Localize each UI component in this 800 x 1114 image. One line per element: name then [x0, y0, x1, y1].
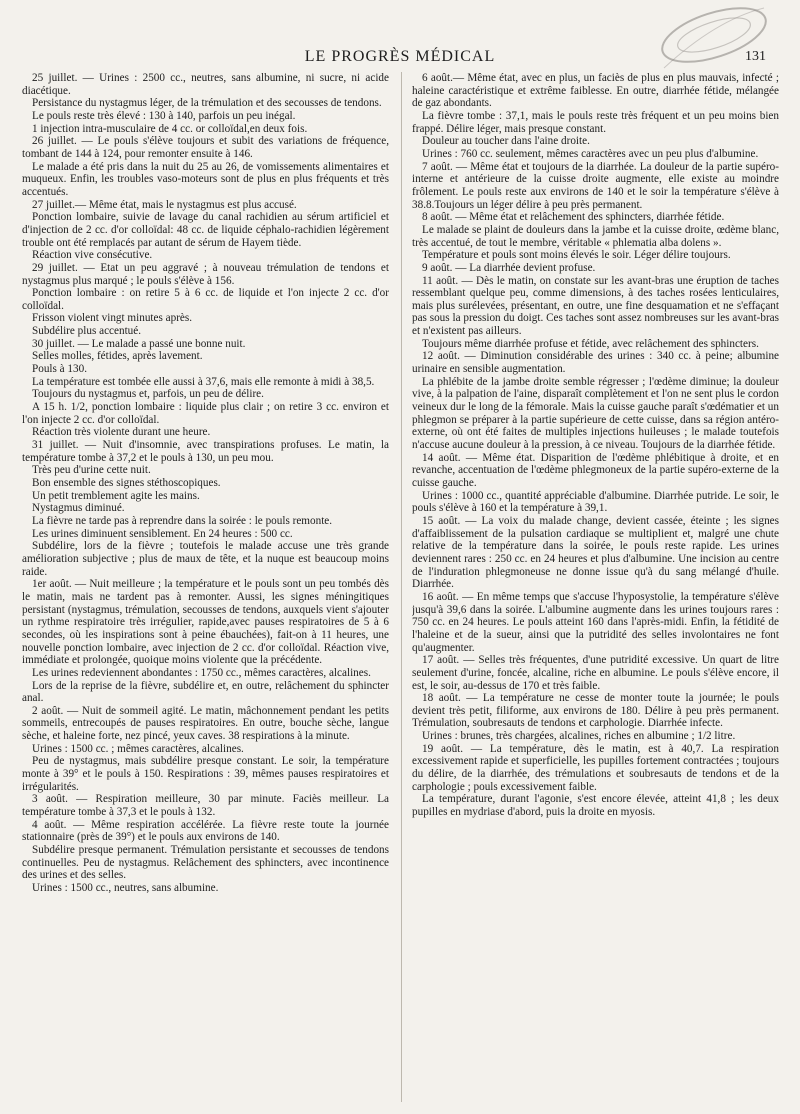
page-number: 131 [745, 49, 766, 64]
library-stamp [636, 0, 776, 80]
paragraph: Le malade a été pris dans la nuit du 25 au 26, de vomissements alimentaires et muqueux. Enfin, les troubles vaso-moteurs sont de plus en plus fréquents et très accentués. [22, 160, 389, 198]
paragraph: 9 août. — La diarrhée devient profuse. [422, 261, 596, 274]
paragraph: 2 août. — Nuit de sommeil agité. Le matin, mâchonnement pendant les petits sommeils, entrecoupés de pauses respiratoires. En outre, bouche sèche, langue sèche, et haleine forte, nez pincé, yeux caves. 38 respirations à la minute. [22, 704, 389, 743]
paragraph: La fièvre tombe : 37,1, mais le pouls reste très fréquent et un peu moins bien frappé. Délire léger, mais presque constant. [412, 109, 779, 135]
paragraph: Frisson violent vingt minutes après. [32, 312, 193, 325]
journal-title: LE PROGRÈS MÉDICAL [304, 48, 496, 65]
paragraph: Ponction lombaire : on retire 5 à 6 cc. de liquide et l'on injecte 2 cc. d'or colloïdal. [22, 287, 389, 312]
paragraph: Selles molles, fétides, après lavement. [32, 350, 203, 363]
paragraph: Urines : brunes, très chargées, alcalines, riches en albumine ; 1/2 litre. [422, 730, 736, 743]
paragraph: 31 juillet. — Nuit d'insomnie, avec transpirations profuses. Le matin, la température tombe à 37,2 et le pouls à 130, un peu mou. [22, 439, 389, 464]
paragraph: La température, durant l'agonie, s'est encore élevée, atteint 41,8 ; les deux pupilles en mydriase d'abord, puis la droite en myosis. [412, 793, 779, 819]
paragraph: 6 août.— Même état, avec en plus, un faciès de plus en plus mauvais, infecté ; haleine caractéristique et extrême faiblesse. En outre, diarrhée fétide, mélangée de gaz abondants. [412, 72, 779, 110]
paragraph: A 15 h. 1/2, ponction lombaire : liquide plus clair ; on retire 3 cc. environ et l'on injecte 2 cc. d'or colloïdal. [22, 401, 389, 426]
paragraph: 1er août. — Nuit meilleure ; la température et le pouls sont un peu tombés dès le matin, mais ne tardent pas à remonter. Aussi, les signes méningitiques persistant (nystagmus, trémulation, secousses de tendons, auxquels vient s'ajouter un rythme respiratoire très irrégulier, rapide,avec pauses respiratoires de 5 à 6 secondes, où les inspirations sont à peine ébauchées), fait-on à 11 heures, une nouvelle ponction lombaire, avec injection de 2 cc. d'or colloïdal. Réaction vive, immédiate et prolongée, quoique moins violente que la précédente. [22, 578, 389, 667]
paragraph: 4 août. — Même respiration accélérée. La fièvre reste toute la journée stationnaire (près de 39°) et le pouls aux environs de 140. [22, 818, 389, 844]
paragraph: 18 août. — La température ne cesse de monter toute la journée; le pouls devient très petit, filiforme, aux environs de 180. Délire à peu près permanent. Trémulation, soubresauts de tendons et carphologie. Diarrhée infecte. [412, 692, 779, 730]
paragraph: La fièvre ne tarde pas à reprendre dans la soirée : le pouls remonte. [32, 514, 333, 527]
paragraph: Bon ensemble des signes stéthoscopiques. [32, 477, 221, 489]
paragraph: 3 août. — Respiration meilleure, 30 par minute. Faciès meilleur. La température tombe à 37,3 et le pouls à 132. [22, 793, 389, 819]
article-body [22, 72, 782, 1108]
paragraph: Ponction lombaire, suivie de lavage du canal rachidien au sérum artificiel et d'injection de 2 cc. d'or colloïdal: 48 cc. de liquide céphalo-rachidien légèrement trouble ont été remplacés par autant de sérum de Hayem tiède. [22, 211, 389, 249]
paragraph: Réaction vive consécutive. [32, 249, 153, 262]
paragraph: 15 août. — La voix du malade change, devient cassée, éteinte ; les signes d'affaiblissement de la pulsation cardiaque se multiplient et, malgré une chute relative de la température dans la soirée, le pouls reste rapide. Les urines deviennent rares : 250 cc. en 24 heures et plus d'albumine. Une incision au centre de l'induration phlegmoneuse ne donne issue qu'à du sang mélangé d'huile. Diarrhée. [412, 514, 779, 591]
paragraph: 16 août. — En même temps que s'accuse l'hyposystolie, la température s'élève jusqu'à 39,6 dans la soirée. L'albumine augmente dans les urines toujours rares : 750 cc. en 24 heures. Le pouls atteint 160 dans l'après-midi. Enfin, la fétidité de l'haleine et de la sueur, ainsi que la putridité des selles involontaires ne font qu'augmenter. [412, 590, 779, 654]
paragraph: Urines : 760 cc. seulement, mêmes caractères avec un peu plus d'albumine. [422, 147, 759, 160]
paragraph: Urines : 1500 cc., neutres, sans albumine. [32, 882, 219, 894]
paragraph: Urines : 1500 cc. ; mêmes caractères, alcalines. [32, 742, 244, 755]
paragraph: Nystagmus diminué. [32, 502, 125, 515]
paragraph: Peu de nystagmus, mais subdélire presque constant. Le soir, la température monte à 39° et le pouls à 150. Respirations : 39, mêmes pauses respiratoires et irrégularités. [22, 755, 389, 793]
paragraph: 19 août. — La température, dès le matin, est à 40,7. La respiration excessivement rapide et superficielle, les pupilles fortement contractées ; toujours du délire, de la diarrhée, des trémulations et soubresauts de tendons et de la carphologie ; pouls excessivement faible. [412, 742, 779, 793]
paragraph: Subdélire plus accentué. [32, 325, 142, 338]
paragraph: Douleur au toucher dans l'aine droite. [422, 135, 590, 148]
paragraph: 14 août. — Même état. Disparition de l'œdème phlébitique à droite, et en revanche, accentuation de l'œdème phlegmoneux de la partie supéro-externe de la cuisse gauche. [412, 451, 779, 489]
paragraph: Les urines redeviennent abondantes : 1750 cc., mêmes caractères, alcalines. [32, 666, 371, 679]
paragraph: Toujours même diarrhée profuse et fétide, avec relâchement des sphincters. [422, 337, 759, 350]
paragraph: 26 juillet. — Le pouls s'élève toujours et subit des variations de fréquence, tombant de 144 à 124, pour remonter ensuite à 146. [22, 135, 389, 160]
paragraph: 30 juillet. — Le malade a passé une bonne nuit. [32, 337, 246, 350]
paragraph: Subdélire presque permanent. Trémulation persistante et secousses de tendons continuelles. Peu de nystagmus. Relâchement des sphincters, avec incontinence des urines et des selles. [22, 844, 389, 882]
paragraph: Température et pouls sont moins élevés le soir. Léger délire toujours. [422, 249, 731, 262]
paragraph: Réaction très violente durant une heure. [32, 426, 211, 439]
paragraph: 11 août. — Dès le matin, on constate sur les avant-bras une éruption de taches ressemblant quelque peu, comme dimensions, à des taches rosées lenticulaires, mais plus surélevées, présentant, en outre, une fine desquamation et ne s'effaçant pas sous la pression du doigt. Ces taches sont assez nombreuses sur les avant-bras et n'existent pas ailleurs. [412, 274, 779, 338]
paragraph: 8 août. — Même état et relâchement des sphincters, diarrhée fétide. [422, 211, 725, 224]
paragraph: 25 juillet. — Urines : 2500 cc., neutres, sans albumine, ni sucre, ni acide diacétique. [22, 72, 389, 97]
paragraph: Lors de la reprise de la fièvre, subdélire et, en outre, relâchement du sphincter anal. [22, 679, 389, 705]
paragraph: La température est tombée elle aussi à 37,6, mais elle remonte à midi à 38,5. [32, 375, 375, 388]
paragraph: Subdélire, lors de la fièvre ; toutefois le malade accuse une très grande amélioration subjective ; plus de maux de tête, et la nuque est beaucoup moins raide. [22, 540, 389, 578]
paragraph: 29 juillet. — Etat un peu aggravé ; à nouveau trémulation de tendons et nystagmus plus marqué ; le pouls s'élève à 156. [22, 261, 389, 287]
paragraph: 7 août. — Même état et toujours de la diarrhée. La douleur de la partie supéro-interne et antérieure de la cuisse droite augmente, elle existe au moindre frôlement. Le pouls reste aux environs de 140 et le soir la température s'élève à 38.8.Toujours un léger délire à peu près permanent. [412, 160, 779, 211]
paragraph: Urines : 1000 cc., quantité appréciable d'albumine. Diarrhée putride. Le soir, le pouls s'élève à 160 et la température à 39,1. [412, 489, 779, 515]
paragraph: 12 août. — Diminution considérable des urines : 340 cc. à peine; albumine urinaire en sensible augmentation. [412, 350, 779, 376]
paragraph: Persistance du nystagmus léger, de la trémulation et des secousses de tendons. [32, 97, 382, 110]
paragraph: Très peu d'urine cette nuit. [32, 464, 151, 477]
paragraph: Pouls à 130. [32, 363, 88, 376]
paragraph: Un petit tremblement agite les mains. [32, 489, 200, 502]
paragraph: 1 injection intra-musculaire de 4 cc. or colloïdal,en deux fois. [32, 122, 308, 135]
left-column [22, 72, 389, 1108]
paragraph: 27 juillet.— Même état, mais le nystagmus est plus accusé. [32, 198, 297, 211]
paragraph: Les urines diminuent sensiblement. En 24 heures : 500 cc. [32, 527, 293, 540]
paragraph: 17 août. — Selles très fréquentes, d'une putridité excessive. Un quart de litre seulement d'urine, foncée, alcaline, riche en albumine. Le pouls s'élève encore, il est, le soir, au-dessus de 170 et très faible. [412, 654, 779, 692]
paragraph: La phlébite de la jambe droite semble régresser ; l'œdème diminue; la douleur vive, à la palpation de l'aine, disparaît complètement et l'on ne sent plus le cordon veineux dur le long de la fémorale. Mais la cuisse gauche paraît s'œdématier et un phlegmon se préparer à la partie supérieure de cette cuisse, dans sa région antéro-externe, où ont été faites de multiples injections huileuses ; le malade toutefois n'accuse aucune douleur à la pression, à ce niveau. Toujours de la diarrhée fétide. [412, 375, 779, 452]
paragraph: Toujours du nystagmus et, parfois, un peu de délire. [32, 388, 264, 401]
right-column [412, 72, 779, 1108]
paragraph: Le pouls reste très élevé : 130 à 140, parfois un peu inégal. [32, 109, 296, 122]
paragraph: Le malade se plaint de douleurs dans la jambe et la cuisse droite, œdème blanc, très accentué, de tout le membre, véritable « phlematia alba dolens ». [412, 223, 779, 249]
